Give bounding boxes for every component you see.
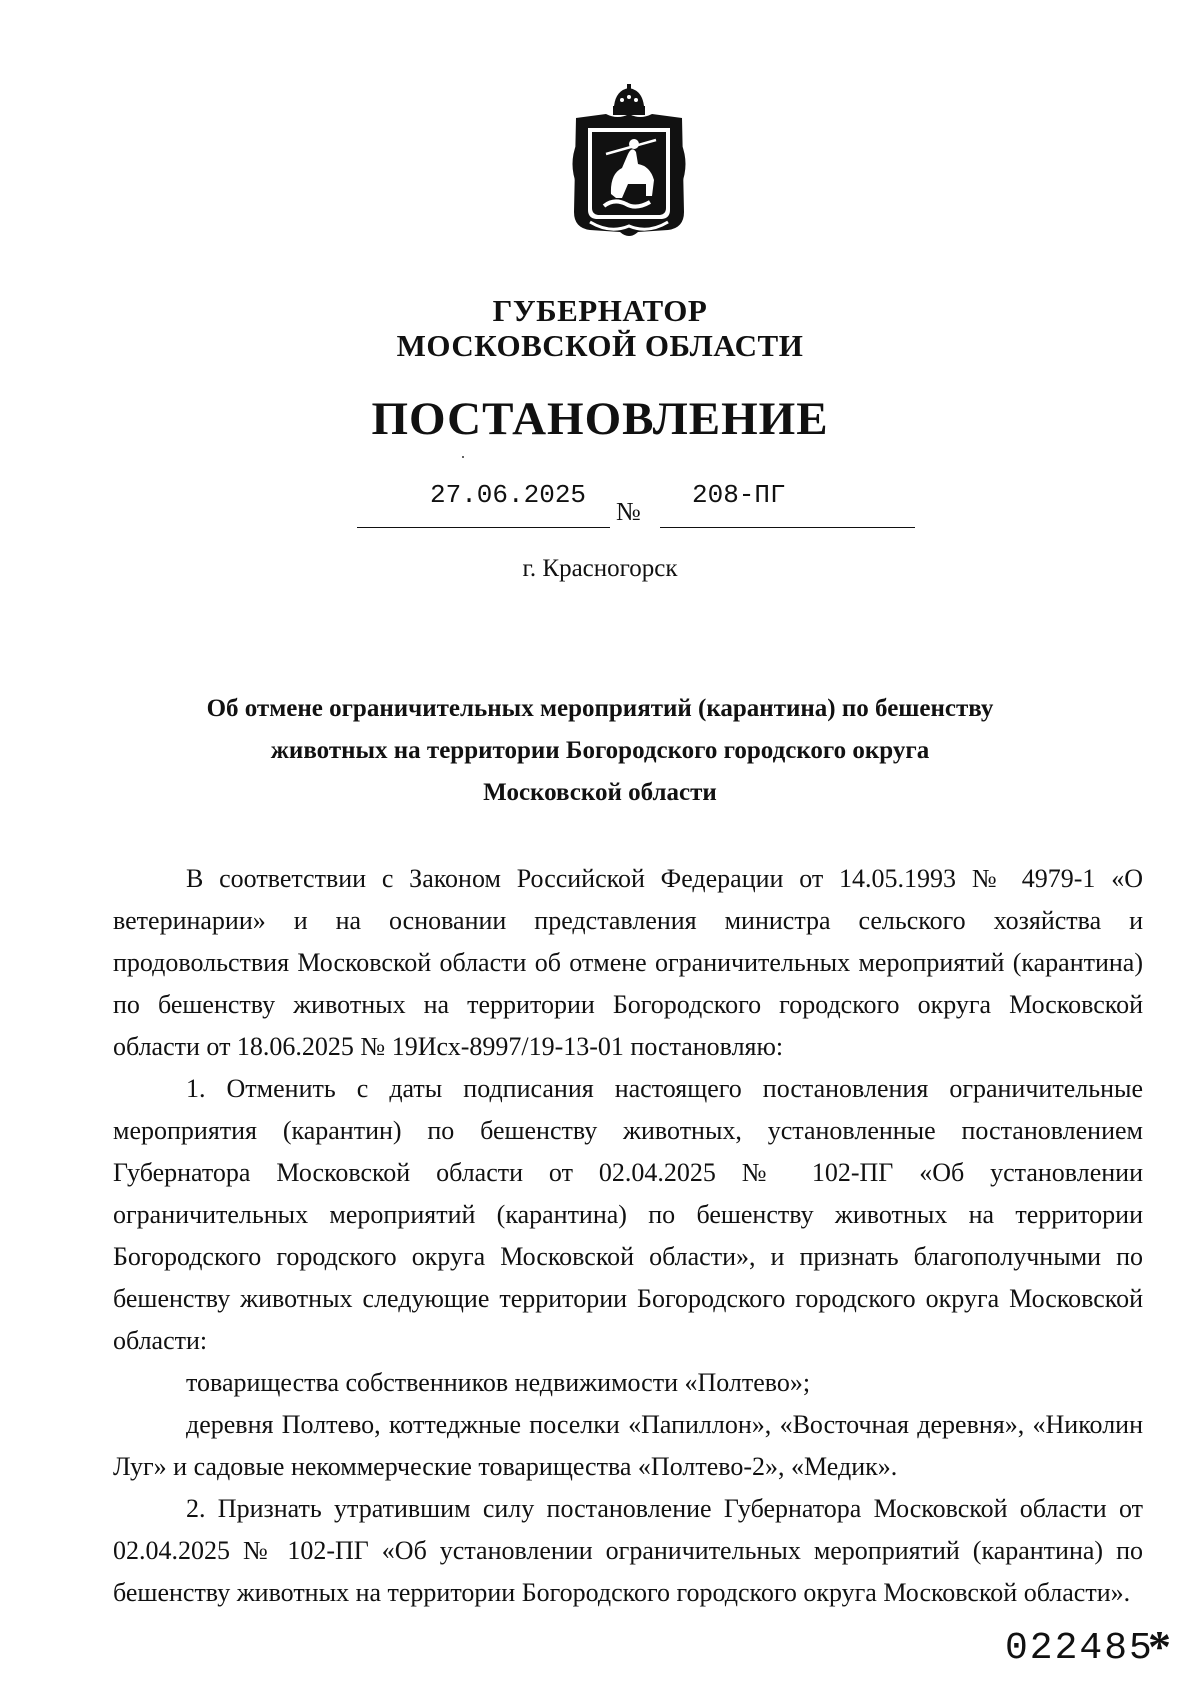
paragraph-territory-1: товарищества собственников недвижимости «Полтево»; [186, 1368, 811, 1397]
paragraph-preamble: В соответствии с Законом Российской Федерации от 14.05.1993 № 4979-1 «О ветеринарии» и на основании представления министра сельского хозяйства и продовольствия Московской области об отмене ограничительных мероприятий (карантина) по бешенству животных на территории Богородского городского округа Московской области от 18.06.2025 № 19Исх-8997/19-13-01 постановляю: [113, 864, 1143, 1061]
serial-number: 022485 [1005, 1627, 1154, 1670]
document-number: 208-ПГ [692, 480, 786, 510]
number-underline [660, 527, 915, 528]
city: г. Красногорск [522, 555, 678, 582]
document-date: 27.06.2025 [430, 480, 587, 510]
paragraph-item-1: 1. Отменить с даты подписания настоящего постановления ограничительные мероприятия (карантин) по бешенству животных, установленные постановлением Губернатора Московской области от 02.04.2025 № 102-ПГ «Об установлении ограничительных мероприятий (карантина) по бешенству животных на территории Богородского городского округа Московской области», и признать благополучными по бешенству животных следующие территории Богородского городского округа Московской области: [113, 1074, 1143, 1355]
authority-line-2: МОСКОВСКОЙ ОБЛАСТИ [396, 328, 804, 363]
date-underline [357, 527, 610, 528]
paragraph-item-2: 2. Признать утратившим силу постановление Губернатора Московской области от 02.04.2025 № 102-ПГ «Об установлении ограничительных мероприятий (карантина) по бешенству животных на территории Богородского городского округа Московской области». [113, 1494, 1143, 1607]
document-type: ПОСТАНОВЛЕНИЕ [371, 393, 829, 445]
title-line-3: Московской области [483, 779, 717, 806]
document-body [113, 858, 1143, 1614]
serial-mark: * [1148, 1621, 1171, 1672]
title-line-1: Об отмене ограничительных мероприятий (карантина) по бешенству [206, 695, 994, 722]
title-line-2: животных на территории Богородского городского округа [270, 737, 930, 764]
paragraph-territory-2: деревня Полтево, коттеджные поселки «Папиллон», «Восточная деревня», «Николин Луг» и садовые некоммерческие товарищества «Полтево-2», «Медик». [113, 1410, 1143, 1481]
scan-dot [462, 456, 464, 458]
number-sign: № [616, 497, 641, 526]
coat-of-arms-icon [566, 84, 692, 244]
authority-line-1: ГУБЕРНАТОР [492, 293, 708, 328]
